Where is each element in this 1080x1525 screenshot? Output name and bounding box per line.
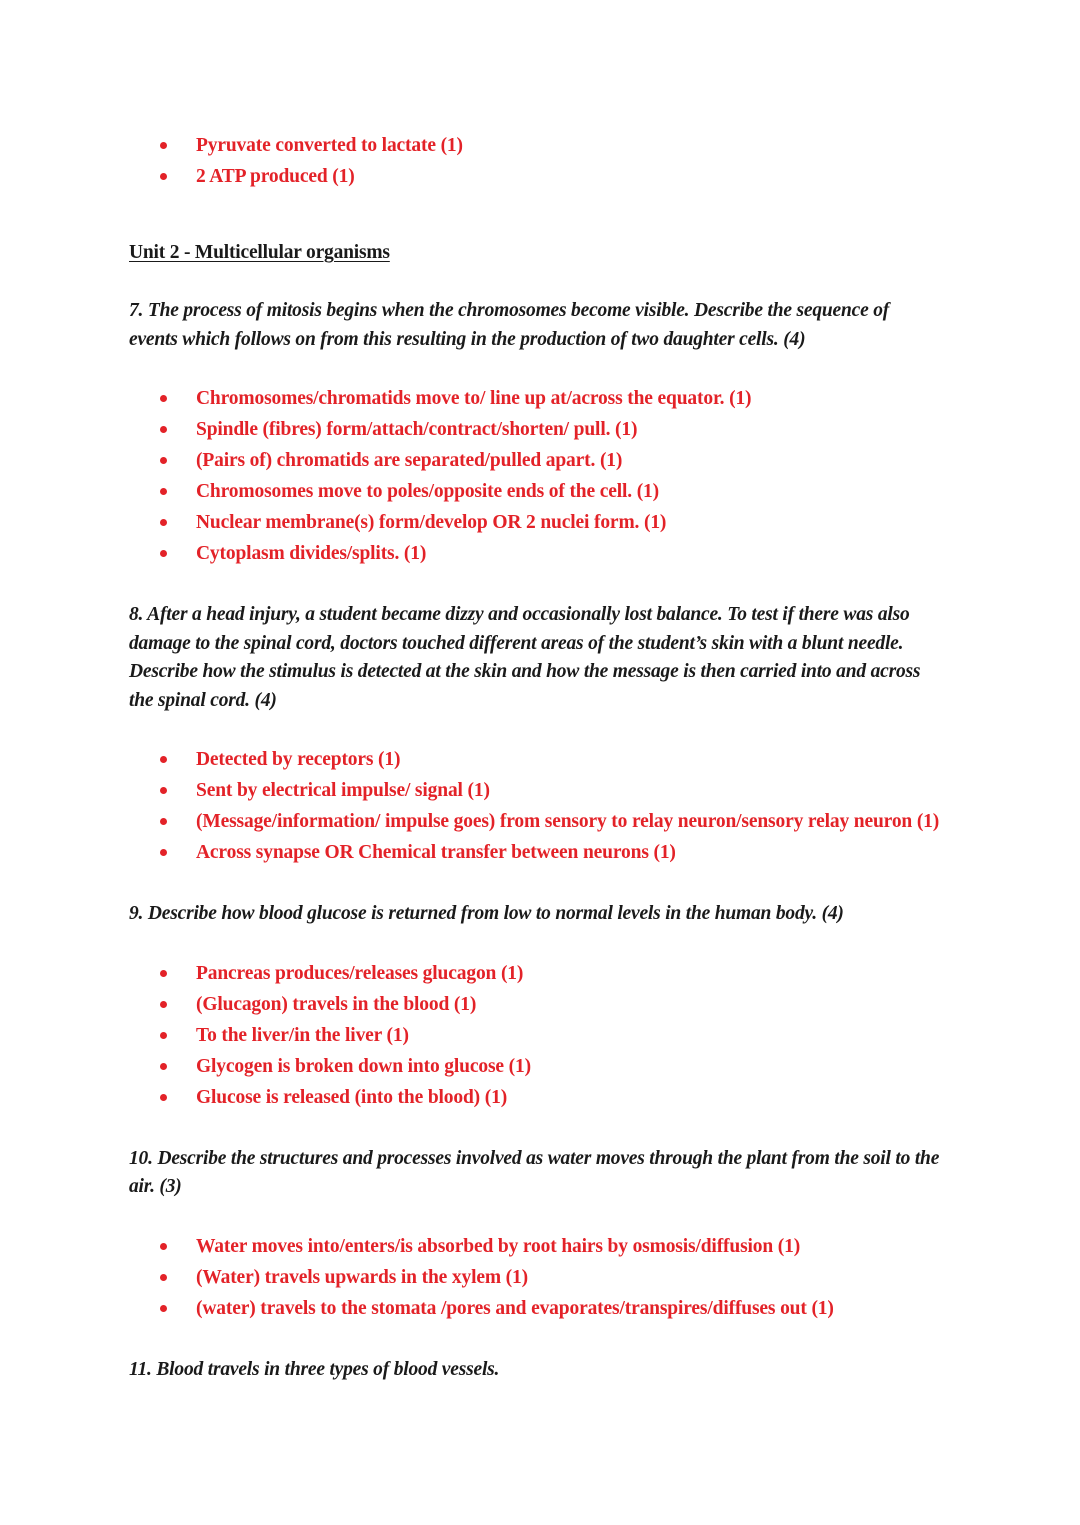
bullet-dot-icon (160, 849, 167, 856)
list-item-label: (Pairs of) chromatids are separated/pulled apart. (1) (196, 450, 623, 471)
bullet-dot-icon (160, 488, 167, 495)
list-item-label: To the liver/in the liver (1) (196, 1024, 409, 1046)
list-item (129, 445, 941, 476)
question-text-10: 10. Describe the structures and processes involved as water moves through the plant from the soil to the air. (3) (129, 1147, 940, 1197)
list-item-label: Pyruvate converted to lactate (1) (196, 135, 463, 156)
spacer (129, 1202, 941, 1231)
spacer (129, 354, 941, 383)
spacer (129, 192, 941, 239)
list-item (129, 476, 941, 507)
list-item-label: Water moves into/enters/is absorbed by root hairs by osmosis/diffusion (1) (196, 1235, 801, 1257)
bullet-dot-icon (160, 787, 167, 794)
list-item-label: Sent by electrical impulse/ signal (1) (196, 780, 490, 801)
spacer (129, 267, 941, 297)
bullet-dot-icon (160, 550, 167, 557)
bullet-dot-icon (160, 1032, 167, 1039)
bullet-dot-icon (160, 818, 167, 825)
list-item (129, 383, 941, 414)
list-item-label: (Glucagon) travels in the blood (1) (196, 993, 477, 1015)
list-item (129, 130, 941, 161)
question-text-9: 9. Describe how blood glucose is returned from low to normal levels in the human body. (4) (129, 903, 844, 924)
bullet-dot-icon (160, 519, 167, 526)
spacer (129, 929, 941, 958)
spacer (129, 1113, 941, 1145)
list-item (129, 414, 941, 445)
question-text-7: 7. The process of mitosis begins when the chromosomes become visible. Describe the sequence of events which follows on from this resulting in the production of two daughter cells. (4) (129, 300, 890, 350)
list-item (129, 806, 941, 837)
list-item-label: Nuclear membrane(s) form/develop OR 2 nuclei form. (1) (196, 512, 667, 533)
question-text-11: 11. Blood travels in three types of blood vessels. (129, 1358, 500, 1380)
document-content (129, 130, 941, 1384)
bullet-dot-icon (160, 1094, 167, 1101)
bullet-dot-icon (160, 756, 167, 763)
list-item-label: Chromosomes/chromatids move to/ line up at/across the equator. (1) (196, 388, 752, 409)
bullet-dot-icon (160, 457, 167, 464)
bullet-dot-icon (160, 395, 167, 402)
bullet-dot-icon (160, 1305, 167, 1312)
list-item-label: (Message/information/ impulse goes) from sensory to relay neuron/sensory relay neuron (1) (196, 811, 940, 832)
answer-list-8 (129, 744, 941, 868)
list-item-label: Cytoplasm divides/splits. (1) (196, 543, 427, 564)
bullet-dot-icon (160, 173, 167, 180)
spacer (129, 715, 941, 744)
list-item-label: Chromosomes move to poles/opposite ends of the cell. (1) (196, 481, 659, 502)
list-item-label: Spindle (fibres) form/attach/contract/shorten/ pull. (1) (196, 419, 638, 440)
list-item (129, 989, 941, 1020)
bullet-dot-icon (160, 1274, 167, 1281)
list-item (129, 775, 941, 806)
spacer (129, 1324, 941, 1356)
list-item (129, 1051, 941, 1082)
list-item (129, 1082, 941, 1113)
bullet-dot-icon (160, 426, 167, 433)
list-item (129, 161, 941, 192)
list-item (129, 1262, 941, 1293)
list-item-label: Pancreas produces/releases glucagon (1) (196, 962, 524, 984)
list-item-label: Glycogen is broken down into glucose (1) (196, 1055, 531, 1077)
bullet-dot-icon (160, 1001, 167, 1008)
list-item (129, 744, 941, 775)
unit-heading: Unit 2 - Multicellular organisms (129, 242, 390, 263)
list-item-label: Detected by receptors (1) (196, 749, 401, 770)
answer-list-7 (129, 383, 941, 569)
list-item-label: (water) travels to the stomata /pores and evaporates/transpires/diffuses out (1) (196, 1297, 834, 1319)
list-item-label: Glucose is released (into the blood) (1) (196, 1086, 508, 1108)
bullet-dot-icon (160, 970, 167, 977)
bullet-dot-icon (160, 1243, 167, 1250)
list-item (129, 1020, 941, 1051)
list-item-label: 2 ATP produced (1) (196, 166, 355, 187)
bullet-dot-icon (160, 142, 167, 149)
answer-list-10 (129, 1231, 941, 1324)
answer-list-top (129, 130, 941, 192)
list-item (129, 1293, 941, 1324)
list-item (129, 1231, 941, 1262)
question-text-8: 8. After a head injury, a student became dizzy and occasionally lost balance. To test if there was also damage to the spinal cord, doctors touched different areas of the student’s skin with a blunt needle. Describe how the stimulus is detected at the skin and how the message is then carried into and across the spinal cord. (4) (129, 604, 921, 711)
spacer (129, 569, 941, 601)
answer-list-9 (129, 958, 941, 1113)
spacer (129, 868, 941, 900)
list-item-label: Across synapse OR Chemical transfer between neurons (1) (196, 842, 676, 863)
list-item (129, 837, 941, 868)
bullet-dot-icon (160, 1063, 167, 1070)
list-item-label: (Water) travels upwards in the xylem (1) (196, 1266, 528, 1288)
list-item (129, 538, 941, 569)
list-item (129, 507, 941, 538)
list-item (129, 958, 941, 989)
